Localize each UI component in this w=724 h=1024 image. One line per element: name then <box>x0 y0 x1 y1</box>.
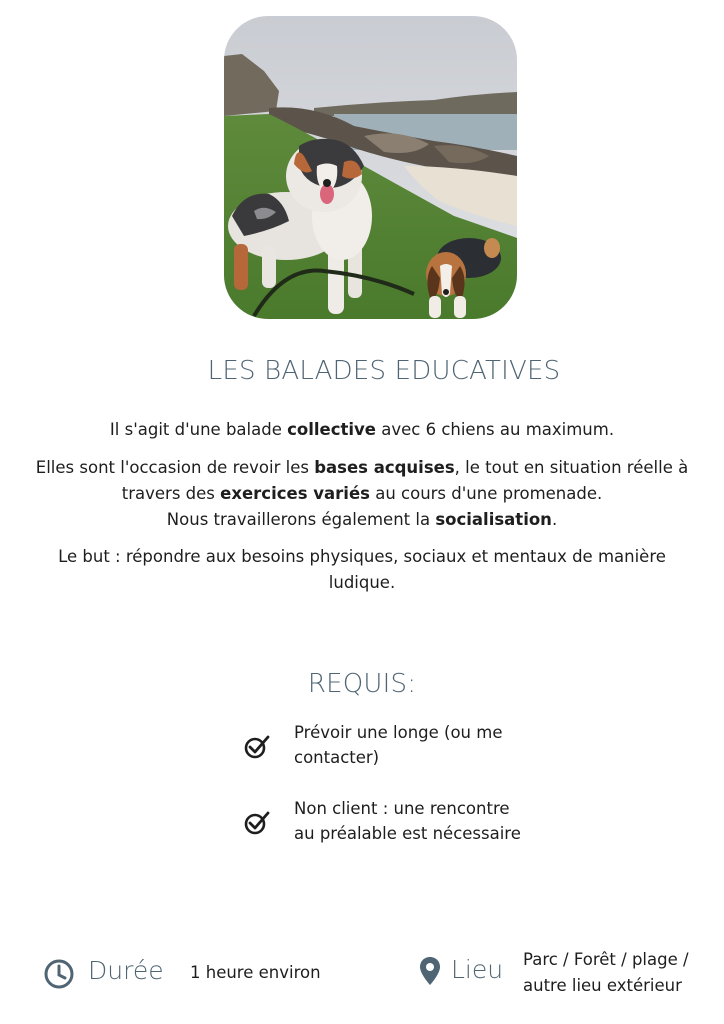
check-circle-icon <box>243 732 271 760</box>
section-title: LES BALADES EDUCATIVES <box>207 356 561 386</box>
plain-text: Il s'agit d'une balade <box>109 420 288 439</box>
rich-line <box>110 420 614 439</box>
emphasis-text: socialisation <box>435 510 552 529</box>
plain-text: avec 6 chiens au maximum. <box>375 420 615 439</box>
requirement-line-2: au préalable est nécessaire <box>294 824 521 843</box>
map-pin-icon <box>419 956 441 990</box>
requirement-line-2: contacter) <box>294 748 380 767</box>
plain-text: travers des <box>121 484 221 503</box>
requirements-title: REQUIS: <box>307 669 417 699</box>
plain-text: . <box>551 510 558 529</box>
plain-text: Nous travaillerons également la <box>166 510 436 529</box>
place-line-2: autre lieu extérieur <box>523 976 682 995</box>
intro-paragraph <box>10 417 714 443</box>
check-circle-icon <box>243 808 271 836</box>
duration-label: Durée <box>88 956 164 985</box>
plain-text: Elles sont l'occasion de revoir les <box>35 458 315 477</box>
goal-line-1: Le but : répondre aux besoins physiques, sociaux et mentaux de manière <box>58 547 666 566</box>
duration-value: 1 heure environ <box>190 963 321 982</box>
requirement-item <box>243 720 563 774</box>
goal-paragraph <box>10 544 714 596</box>
emphasis-text: bases acquises <box>314 458 455 477</box>
rich-line <box>10 455 714 481</box>
dogs-photo <box>224 16 517 319</box>
goal-line-2: ludique. <box>328 573 396 592</box>
place-line-1: Parc / Forêt / plage / <box>523 950 689 969</box>
plain-text: au cours d'une promenade. <box>369 484 603 503</box>
place-value <box>523 947 689 999</box>
requirement-line-1: Non client : une rencontre <box>294 799 510 818</box>
clock-icon <box>43 958 75 994</box>
occasion-paragraph <box>10 455 714 533</box>
emphasis-text: collective <box>287 420 376 439</box>
emphasis-text: exercices variés <box>220 484 370 503</box>
rich-line <box>10 507 714 533</box>
plain-text: , le tout en situation réelle à <box>454 458 689 477</box>
rich-line <box>10 481 714 507</box>
place-label: Lieu <box>451 955 504 984</box>
requirement-line-1: Prévoir une longe (ou me <box>294 723 503 742</box>
requirement-item <box>243 796 563 850</box>
